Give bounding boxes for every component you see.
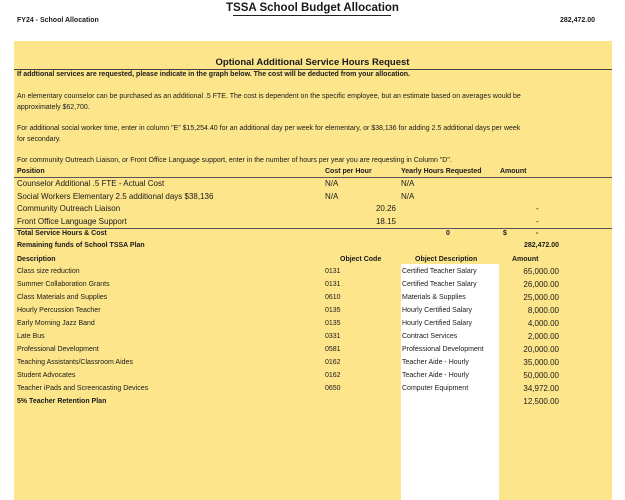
budget-object-description: Computer Equipment (402, 385, 469, 392)
budget-amount: 50,000.00 (523, 371, 559, 380)
budget-object-description: Certified Teacher Salary (402, 281, 477, 288)
budget-object-description: Contract Services (402, 333, 458, 340)
allocation-total: 282,472.00 (560, 17, 596, 24)
budget-object-code: 0162 (325, 372, 341, 379)
budget-amount: 26,000.00 (523, 280, 559, 289)
budget-description: Class size reduction (17, 268, 80, 275)
budget-object-code: 0135 (325, 320, 341, 327)
remaining-funds-label: Remaining funds of School TSSA Plan (17, 242, 145, 249)
budget-amount: 65,000.00 (523, 267, 559, 276)
budget-amount: 25,000.00 (523, 293, 559, 302)
liaison-note: For community Outreach Liaison, or Front Office Language support, enter in the number of hours per year you are requesting in Column "D". (17, 157, 452, 164)
budget-description: Teacher iPads and Screencasting Devices (17, 385, 149, 392)
request-cost: 18.15 (375, 217, 396, 226)
budget-amount: 2,000.00 (527, 332, 559, 341)
budget-amount: 8,000.00 (527, 306, 559, 315)
remaining-funds-value: 282,472.00 (523, 242, 559, 249)
request-position: Social Workers Elementary 2.5 additional days $38,136 (17, 192, 214, 201)
budget-amount-header: Amount (512, 256, 539, 263)
budget-description: Student Advocates (17, 372, 76, 379)
budget-amount: 34,972.00 (523, 384, 559, 393)
cost-per-hour-header: Cost per Hour (325, 168, 372, 175)
budget-object-description: Hourly Certified Salary (402, 307, 473, 314)
request-cost: N/A (325, 179, 339, 188)
yearly-hours-header: Yearly Hours Requested (401, 168, 482, 175)
budget-description: Summer Collaboration Grants (17, 281, 110, 288)
budget-description: Early Morning Jazz Band (17, 320, 95, 327)
budget-amount: 20,000.00 (523, 345, 559, 354)
budget-object-description: Professional Development (402, 346, 484, 353)
budget-amount: 35,000.00 (523, 358, 559, 367)
budget-amount: 4,000.00 (527, 319, 559, 328)
budget-description: Professional Development (17, 346, 99, 353)
object-description-header: Object Description (415, 256, 478, 263)
allocation-subtitle: FY24 - School Allocation (17, 17, 99, 24)
budget-object-description: Materials & Supplies (402, 294, 466, 301)
request-position: Front Office Language Support (17, 217, 127, 226)
total-hours-value: 0 (446, 230, 450, 237)
budget-object-code: 0581 (325, 346, 341, 353)
social-worker-note-line-2: for secondary. (17, 136, 61, 143)
request-section-title: Optional Additional Service Hours Request (215, 57, 410, 68)
budget-description: 5% Teacher Retention Plan (17, 398, 107, 405)
section-divider (14, 69, 612, 70)
total-amount-value: - (536, 230, 539, 237)
amount-header: Amount (500, 168, 527, 175)
budget-object-code: 0162 (325, 359, 341, 366)
social-worker-note-line-1: For additional social worker time, enter in column "E" $15,254.40 for an additional day per week for elementary, or $38,136 for adding 2.5 additional days per week (17, 125, 521, 132)
budget-object-description: Teacher Aide - Hourly (402, 372, 469, 379)
budget-object-description: Certified Teacher Salary (402, 268, 477, 275)
budget-amount: 12,500.00 (523, 397, 559, 406)
budget-description: Class Materials and Supplies (17, 294, 108, 301)
total-dollar-sign: $ (503, 230, 507, 237)
request-amount[interactable]: - (536, 204, 539, 213)
object-code-header: Object Code (340, 256, 382, 263)
budget-object-code: 0131 (325, 268, 341, 275)
request-yearly-hours[interactable]: N/A (401, 192, 415, 201)
request-cost: N/A (325, 192, 339, 201)
budget-object-code: 0331 (325, 333, 341, 340)
total-rule (14, 228, 612, 229)
position-header: Position (17, 168, 45, 175)
table-header-rule (14, 177, 612, 178)
request-yearly-hours[interactable]: N/A (401, 179, 415, 188)
counselor-note-line-1: An elementary counselor can be purchased as an additional .5 FTE. The cost is dependent on the specific employee, but an estimate based on averages would be (17, 93, 521, 100)
budget-object-description: Teacher Aide - Hourly (402, 359, 469, 366)
total-service-label: Total Service Hours & Cost (17, 230, 107, 237)
budget-object-code: 0650 (325, 385, 341, 392)
title-underline (233, 15, 391, 16)
budget-object-code: 0610 (325, 294, 341, 301)
budget-object-code: 0131 (325, 281, 341, 288)
request-position: Community Outreach Liaison (17, 204, 121, 213)
request-instruction: If addtional services are requested, please indicate in the graph below. The cost will be deducted from your allocation. (17, 71, 411, 78)
budget-description: Teaching Assistants/Classroom Aides (17, 359, 133, 366)
request-amount[interactable]: - (536, 217, 539, 226)
description-header: Description (17, 256, 56, 263)
budget-object-code: 0135 (325, 307, 341, 314)
request-position: Counselor Additional .5 FTE - Actual Cost (17, 179, 165, 188)
request-cost: 20.26 (375, 204, 396, 213)
counselor-note-line-2: approximately $62,700. (17, 104, 90, 111)
budget-description: Late Bus (17, 333, 45, 340)
budget-description: Hourly Percussion Teacher (17, 307, 101, 314)
page-title: TSSA School Budget Allocation (226, 2, 399, 14)
budget-object-description: Hourly Certified Salary (402, 320, 473, 327)
